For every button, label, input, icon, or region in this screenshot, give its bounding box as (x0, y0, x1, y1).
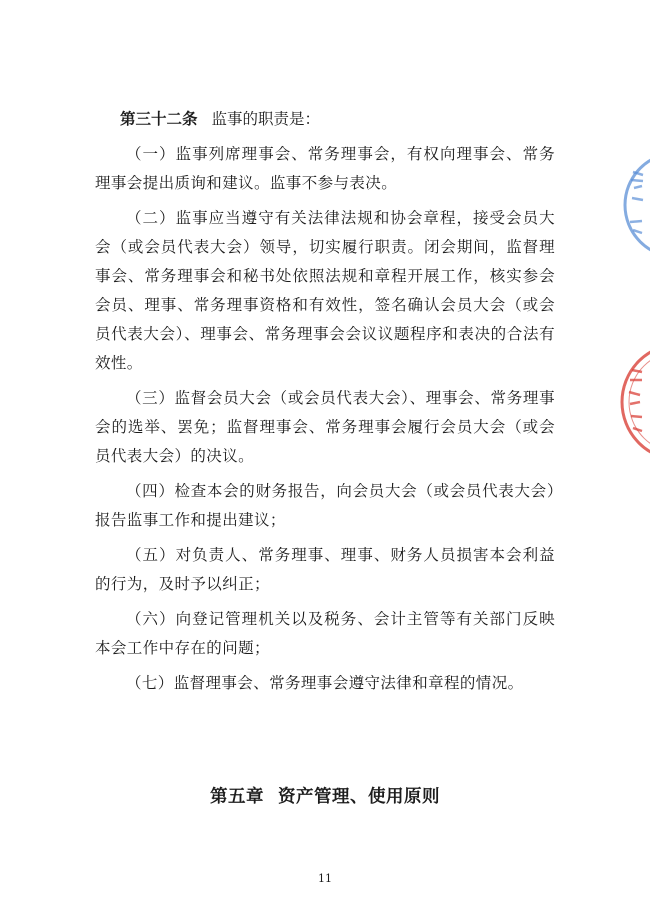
seal-stamp-icon (615, 150, 650, 260)
chapter-title: 资产管理、使用原则 (278, 787, 440, 807)
article-item-7: （七）监督理事会、常务理事会遵守法律和章程的情况。 (126, 674, 524, 692)
article-heading (120, 104, 555, 134)
page-number: 11 (318, 872, 332, 885)
article-number: 第三十二条 (120, 109, 198, 128)
article-item-2: （二）监事应当遵守有关法律法规和协会章程，接受会员大会（或会员代表大会）领导，切实履行职责。闭会期间，监督理事会、常务理事会和秘书处依照法规和章程开展工作，核实参会会员、理事、常务理事资格和有效性，签名确认会员大会（或会员代表大会）、理事会、常务理事会会议议题程序和表决的合法有效性。 (95, 209, 555, 372)
article-item-5: （五）对负责人、常务理事、理事、财务人员损害本会利益的行为，及时予以纠正； (95, 546, 555, 593)
article-title: 监事的职责是： (211, 110, 321, 128)
article-item-4: （四）检查本会的财务报告，向会员大会（或会员代表大会）报告监事工作和提出建议； (95, 482, 555, 529)
article-item-1: （一）监事列席理事会、常务理事会，有权向理事会、常务理事会提出质询和建议。监事不参与表决。 (95, 145, 555, 192)
seal-stamp-icon (608, 340, 650, 460)
chapter-heading (0, 783, 650, 808)
article-item-6: （六）向登记管理机关以及税务、会计主管等有关部门反映本会工作中存在的问题； (95, 610, 555, 657)
chapter-number: 第五章 (210, 787, 264, 807)
article-body (95, 104, 555, 704)
red-seal-fragment (608, 340, 650, 460)
article-item-3: （三）监督会员大会（或会员代表大会）、理事会、常务理事会的选举、罢免；监督理事会、常务理事会履行会员大会（或会员代表大会）的决议。 (95, 389, 555, 465)
blue-seal-fragment (615, 150, 650, 260)
